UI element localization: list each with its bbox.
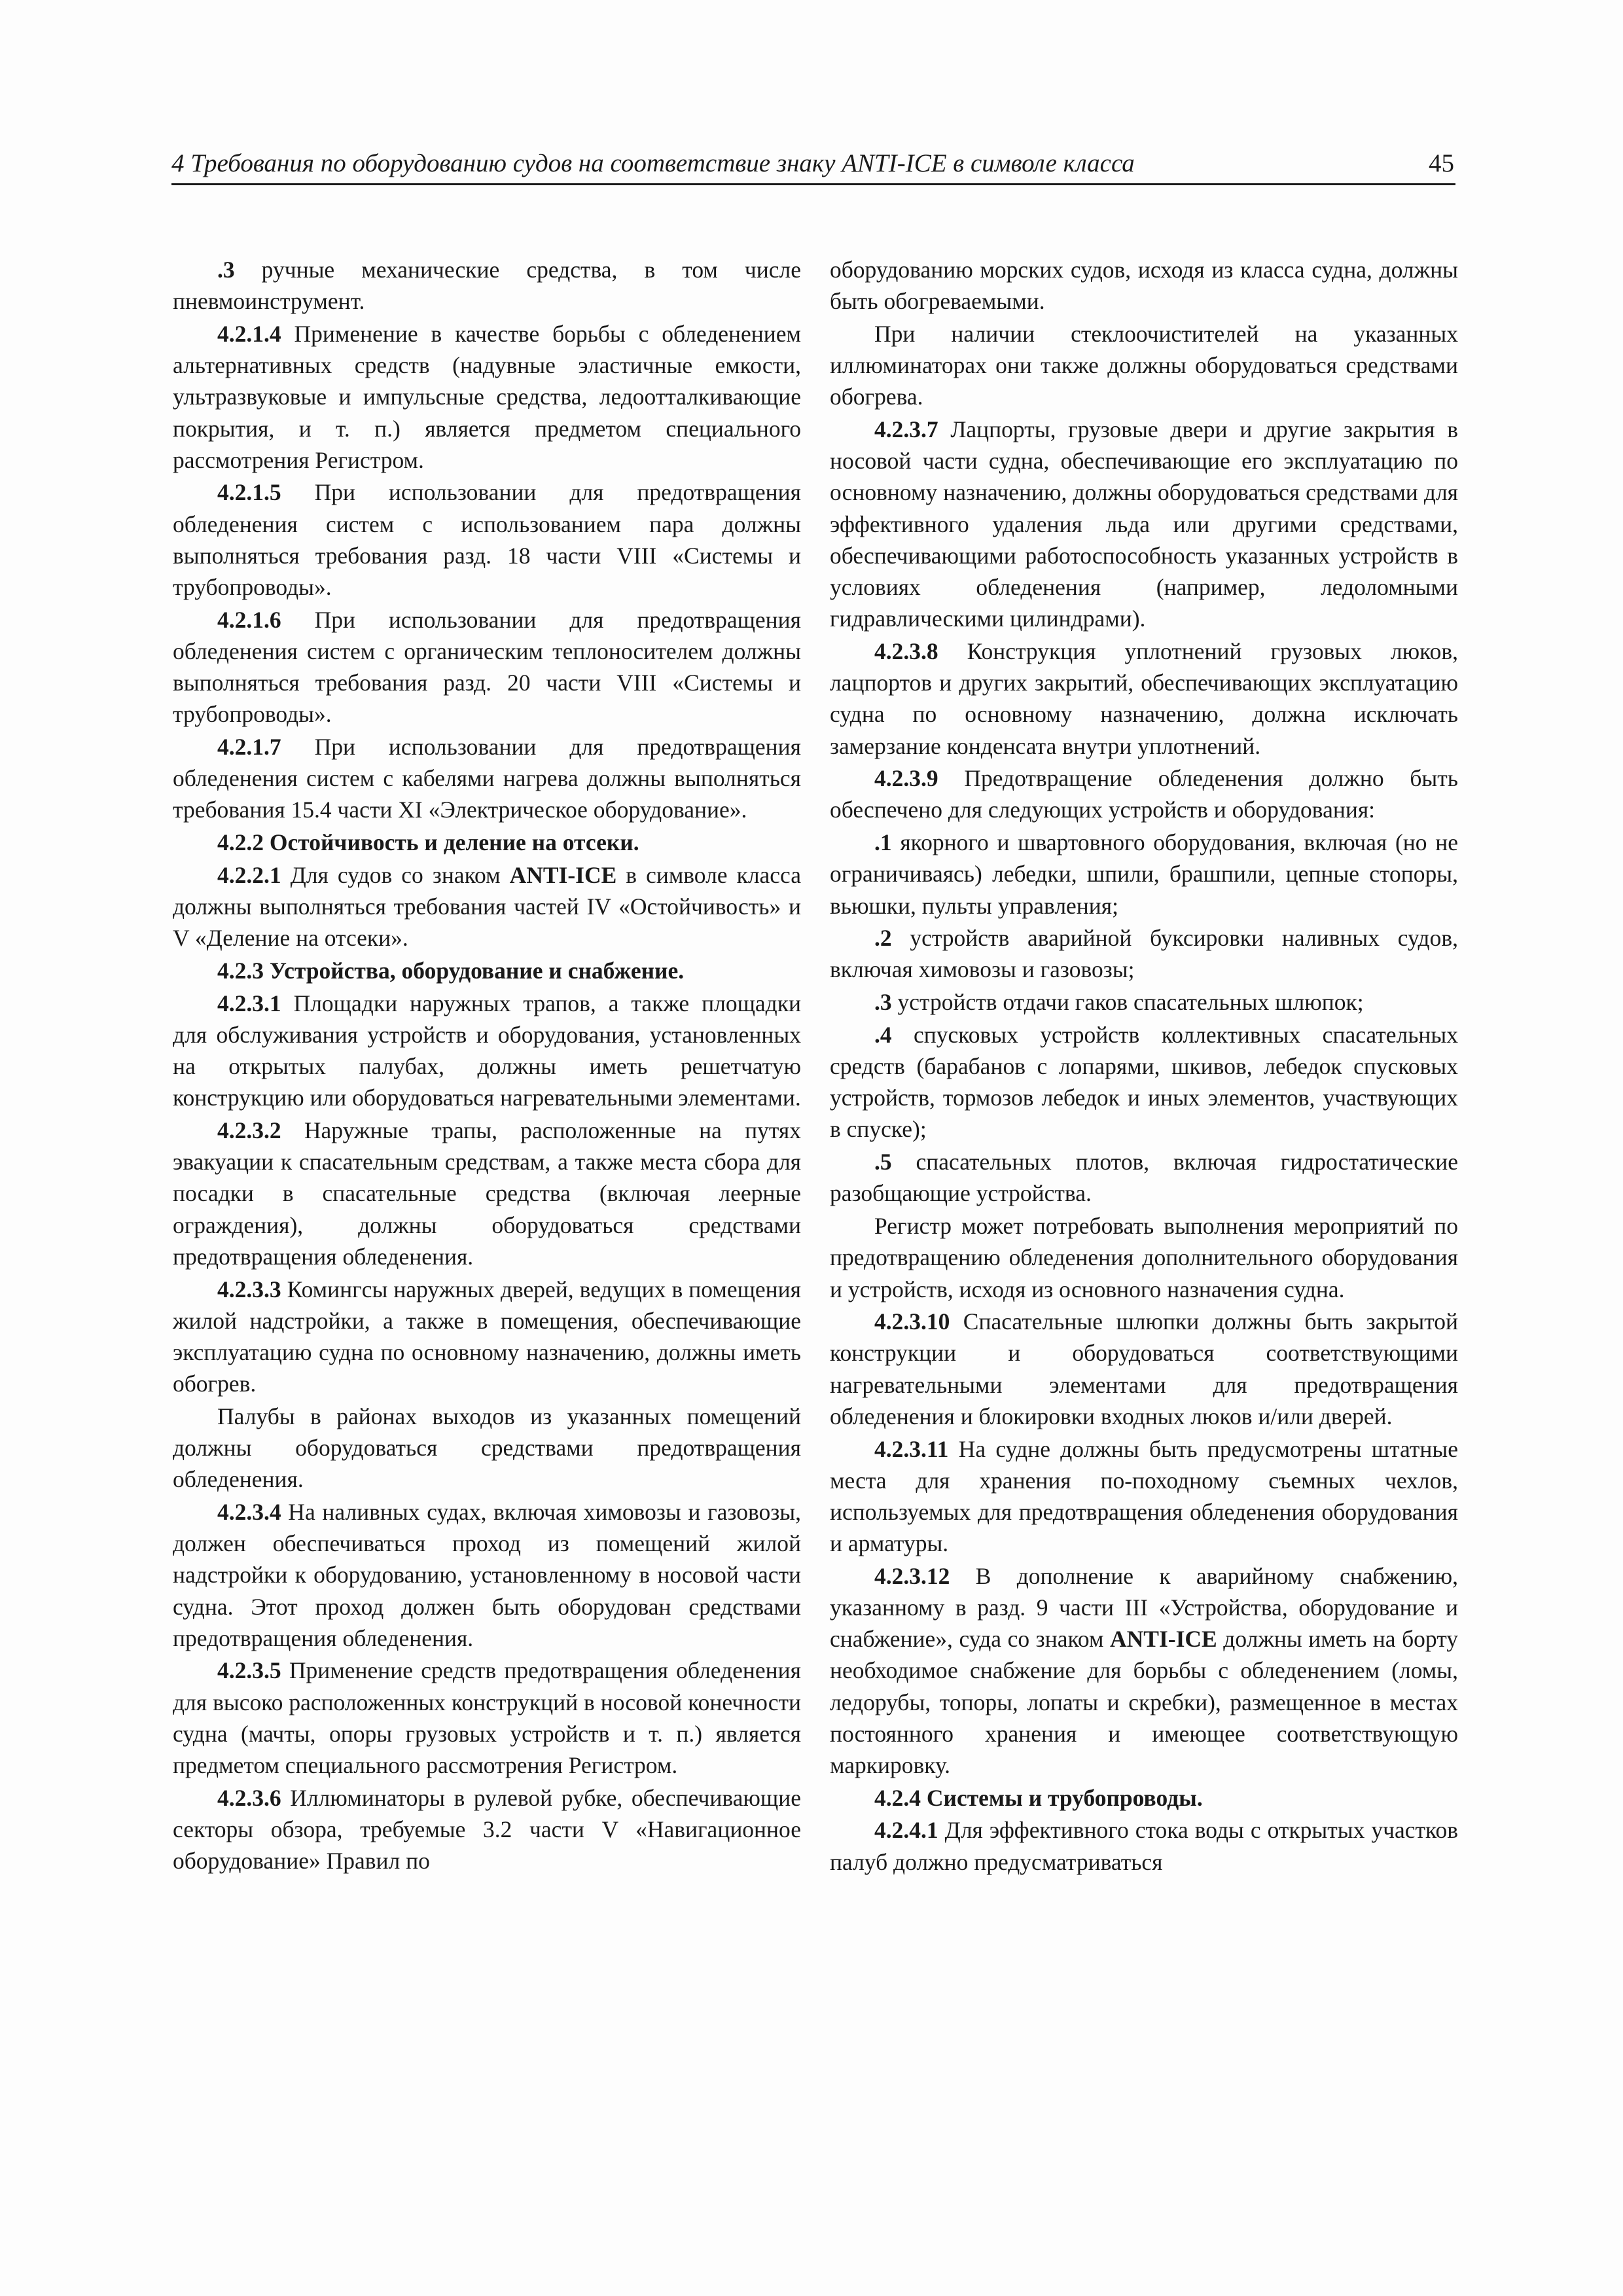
paragraph <box>173 1496 801 1654</box>
clause-number: 4.2.1.5 <box>217 479 281 506</box>
section-heading-text: 4.2.4 Системы и трубопроводы. <box>874 1784 1203 1811</box>
paragraph-text: Предотвращение обледенения должно быть обеспечено для следующих устройств и оборудования: <box>830 765 1458 823</box>
right-text-column <box>830 254 1458 1878</box>
paragraph <box>173 1115 801 1272</box>
section-heading <box>830 1782 1458 1814</box>
clause-number: 4.2.3.12 <box>874 1562 950 1589</box>
paragraph-text: Для судов со знаком <box>281 861 510 888</box>
paragraph <box>830 636 1458 762</box>
paragraph-text: Площадки наружных трапов, а также площадки для обслуживания устройств и оборудования, установленных на открытых палубах, должны иметь решетчатую конструкцию или оборудоваться нагревательными элементами. <box>173 990 801 1111</box>
paragraph <box>173 988 801 1114</box>
paragraph <box>173 1401 801 1496</box>
section-heading <box>173 827 801 858</box>
clause-number: 4.2.3.2 <box>217 1117 281 1143</box>
class-notation-mark: ANTI-ICE <box>1110 1626 1217 1653</box>
section-heading-text: 4.2.2 Остойчивость и деление на отсеки. <box>217 829 639 856</box>
paragraph-text: При использовании для предотвращения обледенения систем с кабелями нагрева должны выполняться требования 15.4 части XI «Электрическое оборудование». <box>173 734 801 823</box>
clause-number: .3 <box>874 989 892 1016</box>
clause-number: .2 <box>874 925 892 952</box>
paragraph <box>830 922 1458 985</box>
paragraph-text: Для эффективного стока воды с открытых участков палуб должно предусматриваться <box>830 1817 1458 1875</box>
paragraph <box>173 1782 801 1877</box>
paragraph-text: Применение средств предотвращения обледенения для высоко расположенных конструкций в носовой конечности судна (мачты, опоры грузовых устройств и т. п.) является предметом специального рассмотрения Регистром. <box>173 1657 801 1779</box>
paragraph-text: Спасательные шлюпки должны быть закрытой конструкции и оборудоваться соответствующими нагревательными элементами для предотвращения обледенения и блокировки входных люков и/или дверей. <box>830 1308 1458 1429</box>
class-notation-mark: ANTI-ICE <box>509 861 617 888</box>
clause-number: .3 <box>217 257 235 283</box>
paragraph <box>830 1306 1458 1432</box>
clause-number: 4.2.3.6 <box>217 1784 281 1811</box>
section-heading-text: 4.2.3 Устройства, оборудование и снабжение. <box>217 957 685 984</box>
paragraph <box>830 986 1458 1018</box>
paragraph <box>830 762 1458 825</box>
paragraph-text: Конструкция уплотнений грузовых люков, лацпортов и других закрытий, обеспечивающих эксплуатацию судна по основному назначению, должна исключать замерзание конденсата внутри уплотнений. <box>830 637 1458 759</box>
paragraph-text: спусковых устройств коллективных спасательных средств (барабанов с лопарями, шкивов, лебедок спусковых устройств, тормозов лебедок и иных элементов, участвующих в спуске); <box>830 1021 1458 1143</box>
paragraph <box>173 254 801 317</box>
paragraph-text: спасательных плотов, включая гидростатические разобщающие устройства. <box>830 1149 1458 1207</box>
paragraph-text: Палубы в районах выходов из указанных помещений должны оборудоваться средствами предотвращения обледенения. <box>173 1403 801 1493</box>
paragraph <box>830 1019 1458 1145</box>
clause-number: 4.2.2.1 <box>217 861 281 888</box>
clause-number: 4.2.1.4 <box>217 320 281 347</box>
clause-number: 4.2.3.4 <box>217 1498 281 1525</box>
paragraph <box>830 1433 1458 1560</box>
paragraph <box>830 318 1458 413</box>
clause-number: 4.2.3.10 <box>874 1308 950 1335</box>
clause-number: 4.2.3.5 <box>217 1657 281 1684</box>
clause-number: 4.2.4.1 <box>874 1817 938 1844</box>
clause-number: 4.2.3.8 <box>874 637 938 664</box>
paragraph <box>830 1560 1458 1781</box>
paragraph <box>173 731 801 826</box>
clause-number: 4.2.1.6 <box>217 606 281 633</box>
paragraph-text: При использовании для предотвращения обледенения систем с использованием пара должны выполняться требования разд. 18 части VIII «Системы и трубопроводы». <box>173 479 801 601</box>
clause-number: 4.2.3.9 <box>874 765 938 792</box>
paragraph-text: ручные механические средства, в том числе пневмоинструмент. <box>173 257 801 315</box>
page-number: 45 <box>1429 149 1454 177</box>
clause-number: .5 <box>874 1149 892 1175</box>
paragraph <box>830 827 1458 922</box>
paragraph <box>173 1274 801 1400</box>
paragraph-text: якорного и швартовного оборудования, включая (но не ограничиваясь) лебедки, шпили, брашпили, цепные стопоры, вьюшки, пульты управления; <box>830 829 1458 919</box>
clause-number: .1 <box>874 829 892 856</box>
paragraph-text: должны иметь на борту необходимое снабжение для борьбы с обледенением (ломы, ледорубы, топоры, лопаты и скребки), размещенное в местах постоянного хранения и имеющее соответствующую маркировку. <box>830 1626 1458 1779</box>
paragraph-text: оборудованию морских судов, исходя из класса судна, должны быть обогреваемыми. <box>830 257 1458 315</box>
left-text-column <box>173 254 801 1878</box>
running-header <box>171 143 1455 185</box>
clause-number: 4.2.1.7 <box>217 734 281 761</box>
paragraph-text: Иллюминаторы в рулевой рубке, обеспечивающие секторы обзора, требуемые 3.2 части V «Навигационное оборудование» Правил по <box>173 1784 801 1874</box>
paragraph-text: Комингсы наружных дверей, ведущих в помещения жилой надстройки, а также в помещения, обеспечивающие эксплуатацию судна по основному назначению, должны иметь обогрев. <box>173 1276 801 1397</box>
clause-number: 4.2.3.3 <box>217 1276 281 1302</box>
paragraph <box>173 1655 801 1781</box>
paragraph <box>173 604 801 730</box>
paragraph <box>830 1814 1458 1877</box>
paragraph-text: Наружные трапы, расположенные на путях эвакуации к спасательным средствам, а также места сбора для посадки в спасательные средства (включая леерные ограждения), должны оборудоваться средствами предотвращения обледенения. <box>173 1117 801 1270</box>
section-heading <box>173 955 801 986</box>
paragraph <box>173 318 801 476</box>
paragraph-text: При наличии стеклоочистителей на указанных иллюминаторах они также должны оборудоваться средствами обогрева. <box>830 320 1458 410</box>
paragraph-text: Применение в качестве борьбы с обледенением альтернативных средств (надувные эластичные емкости, ультразвуковые и импульсные средства, ледоотталкивающие покрытия, и т. п.) является предметом специального рассмотрения Регистром. <box>173 320 801 473</box>
paragraph <box>830 1146 1458 1209</box>
paragraph-text: На наливных судах, включая химовозы и газовозы, должен обеспечиваться проход из помещений жилой надстройки к оборудованию, установленному в носовой части судна. Этот проход должен быть оборудован средствами предотвращения обледенения. <box>173 1498 801 1651</box>
header-title: 4 Требования по оборудованию судов на соответствие знаку ANTI-ICE в символе класса <box>171 149 1135 177</box>
clause-number: 4.2.3.1 <box>217 990 281 1016</box>
paragraph <box>173 859 801 954</box>
paragraph <box>173 476 801 603</box>
paragraph-text: устройств аварийной буксировки наливных судов, включая химовозы и газовозы; <box>830 925 1458 983</box>
clause-number: .4 <box>874 1021 892 1048</box>
paragraph-text: В дополнение к аварийному снабжению, указанному в разд. 9 части III «Устройства, оборудование и снабжение», суда со знаком <box>830 1562 1458 1653</box>
paragraph <box>830 1210 1458 1305</box>
paragraph <box>830 414 1458 634</box>
paragraph-text: Лацпорты, грузовые двери и другие закрытия в носовой части судна, обеспечивающие его эксплуатацию по основному назначению, должны оборудоваться средствами для эффективного удаления льда или другими средствами, обеспечивающими работоспособность указанных устройств в условиях обледенения (например, ледоломными гидравлическими цилиндрами). <box>830 416 1458 632</box>
clause-number: 4.2.3.11 <box>874 1435 949 1462</box>
paragraph-text: в символе класса должны выполняться требования частей IV «Остойчивость» и V «Деление на отсеки». <box>173 861 801 952</box>
paragraph-text: Регистр может потребовать выполнения мероприятий по предотвращению обледенения дополнительного оборудования и устройств, исходя из основного назначения судна. <box>830 1213 1458 1302</box>
paragraph-text: На судне должны быть предусмотрены штатные места для хранения по-походному съемных чехлов, используемых для предотвращения обледенения оборудования и арматуры. <box>830 1435 1458 1557</box>
paragraph <box>830 254 1458 317</box>
clause-number: 4.2.3.7 <box>874 416 938 443</box>
paragraph-text: устройств отдачи гаков спасательных шлюпок; <box>891 989 1364 1016</box>
paragraph-text: При использовании для предотвращения обледенения систем с органическим теплоносителем должны выполняться требования разд. 20 части VIII «Системы и трубопроводы». <box>173 606 801 728</box>
